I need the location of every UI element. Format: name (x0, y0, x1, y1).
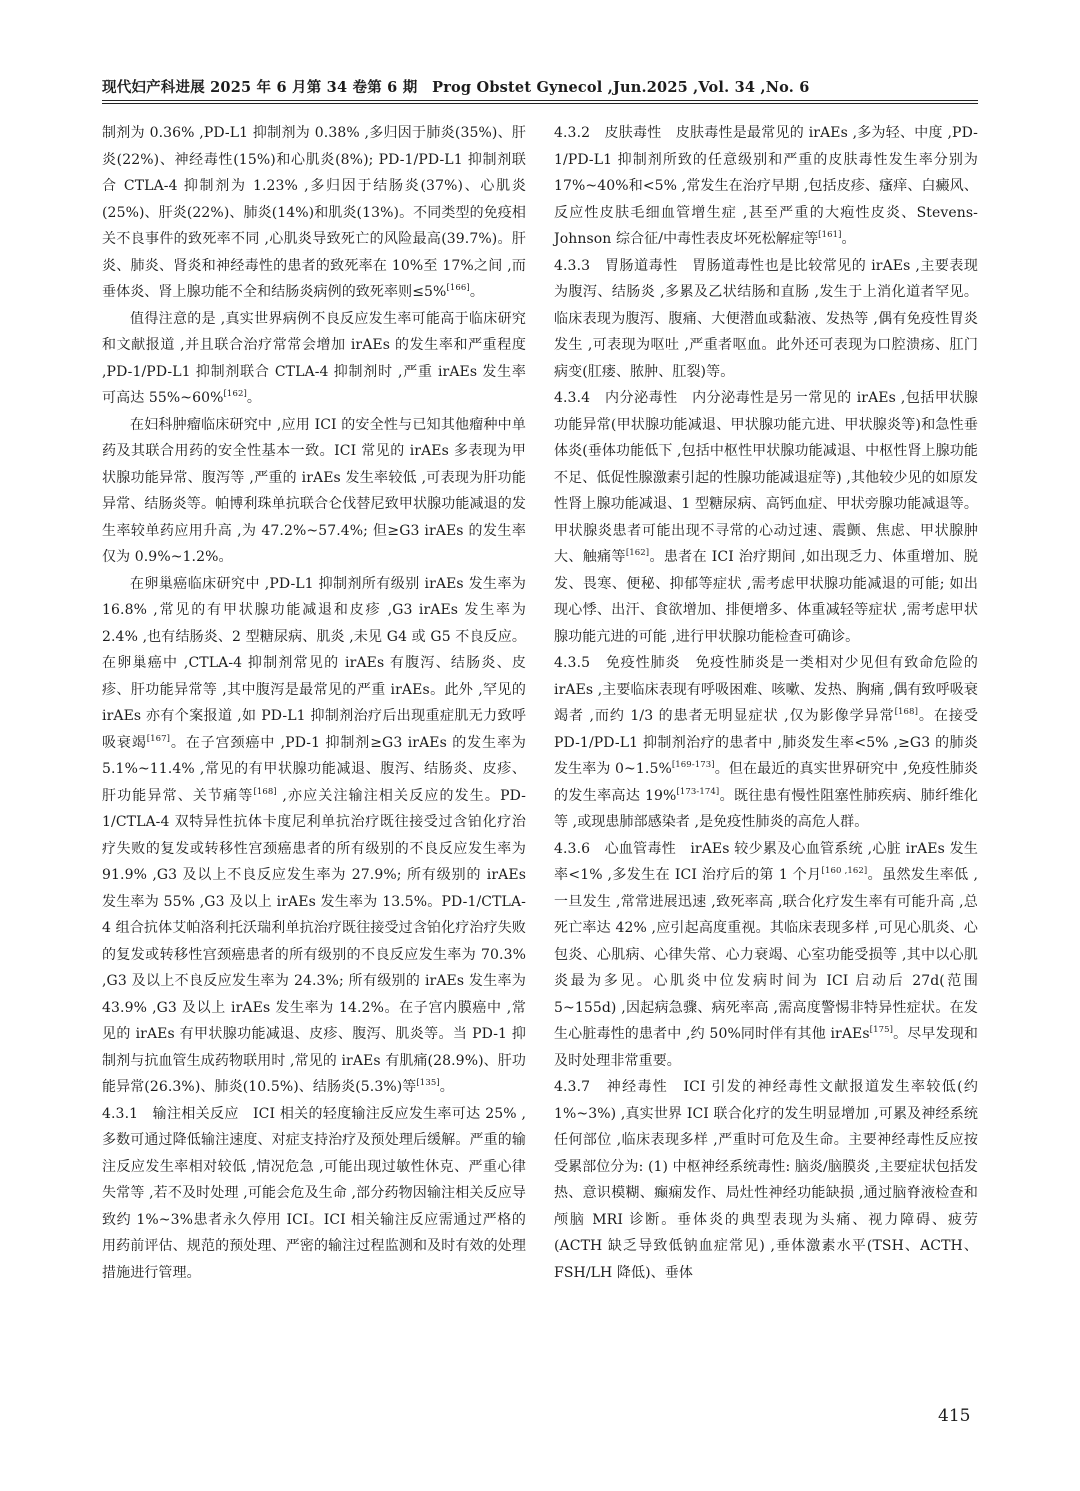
section-heading: 4.3.1 输注相关反应 (102, 1105, 239, 1122)
section-text: 。既往患有慢性阻塞性肺疾病、肺纤维化等 ,或现患肺部感染者 ,是免疫性肺炎的高危人群。 (554, 787, 978, 830)
section-4-3-1 (102, 1101, 526, 1287)
section-text: 免疫性肺炎是一类相对少见但有致命危险的 irAEs ,主要临床表现有呼吸困难、咳嗽、发热、胸痛 ,偶有致呼吸衰竭者 ,而约 1/3 的患者无明显症状 ,仅为影像学异常 (554, 655, 978, 724)
citation: [135] (416, 1078, 440, 1088)
paragraph-tail: 。 (246, 390, 261, 406)
section-4-3-5 (554, 650, 978, 836)
citation: [162] (223, 389, 247, 399)
paragraph-text: 制剂为 0.36% ,PD-L1 抑制剂为 0.38% ,多归因于肺炎(35%)、肝炎(22%)、神经毒性(15%)和心肌炎(8%); PD-1/PD-L1 抑制剂联合 CTLA-4 抑制剂为 1.23% ,多归因于结肠炎(37%)、心肌炎(25%)、肝炎(22%)、肺炎(14%)和肌炎(13%)。不同类型的免疫相关不良事件的致死率不同 ,心肌炎导致死亡的风险最高(39.7%)。肝炎、肺炎、肾炎和神经毒性的患者的致死率在 10%至 17%之间 ,而垂体炎、肾上腺功能不全和结肠炎病例的致死率则≤5% (102, 125, 526, 300)
citation: [161] (818, 230, 842, 240)
section-text: 。但在最近的真实世界研究中 ,免疫性肺炎的发生率高达 19% (554, 761, 978, 804)
section-text: 。患者在 ICI 治疗期间 ,如出现乏力、体重增加、脱发、畏寒、便秘、抑郁等症状 ,需考虑甲状腺功能减退的可能; 如出现心悸、出汗、食欲增加、排便增多、体重减轻等症状 ,需考虑甲状腺功能亢进的可能 ,进行甲状腺功能检查可确诊。 (554, 549, 978, 645)
section-text: 。虽然发生率低 ,一旦发生 ,常常进展迅速 ,致死率高 ,联合化疗发生率有可能升高 ,总死亡率达 42% ,应引起高度重视。其临床表现多样 ,可见心肌炎、心包炎、心肌病、心律失常、心力衰竭、心室功能受损等 ,其中以心肌炎最为多见。心肌炎中位发病时间为 ICI 启动后 27d(范围 5~155d) ,因起病急骤、病死率高 ,需高度警惕非特异性症状。在发生心脏毒性的患者中 ,约 50%同时伴有其他 irAEs (554, 867, 978, 1042)
section-heading: 4.3.4 内分泌毒性 (554, 390, 678, 406)
section-4-3-7 (554, 1074, 978, 1286)
paragraph-tail: 。 (439, 1079, 454, 1095)
left-column (102, 120, 526, 1286)
header-rule-top (102, 100, 978, 101)
header-rule-bottom (102, 103, 978, 104)
section-text: 皮肤毒性是最常见的 irAEs ,多为轻、中度 ,PD-1/PD-L1 抑制剂所致的任意级别和严重的皮肤毒性发生率分别为 17%~40%和<5% ,常发生在治疗早期 ,包括皮疹、瘙痒、白癜风、反应性皮肤毛细血管增生症 ,甚至严重的大疱性皮炎、Stevens-Johnson 综合征/中毒性表皮坏死松解症等 (554, 125, 978, 247)
paragraph-gynecologic-safety (102, 412, 526, 571)
citation: [168] (894, 707, 918, 717)
paragraph-tail: 。 (469, 284, 484, 300)
citation: [162] (625, 548, 650, 558)
page-number: 415 (938, 1406, 971, 1426)
section-text: irAEs 较少累及心血管系统 ,心脏 irAEs 发生率<1% ,多发生在 ICI 治疗后的第 1 个月 (554, 840, 978, 883)
section-text: ICI 引发的神经毒性文献报道发生率较低(约 1%~3%) ,真实世界 ICI 联合化疗的发生明显增加 ,可累及神经系统任何部位 ,临床表现多样 ,严重时可危及生命。主要神经毒性反应按受累部位分为: (1) 中枢神经系统毒性: 脑炎/脑膜炎 ,主要症状包括发热、意识模糊、癫痫发作、局灶性神经功能缺损 ,通过脑脊液检查和颅脑 MRI 诊断。垂体炎的典型表现为头痛、视力障碍、疲劳(ACTH 缺乏导致低钠血症常见) ,垂体激素水平(TSH、ACTH、FSH/LH 降低)、垂体 (554, 1079, 978, 1281)
citation: [166] (446, 283, 470, 293)
citation: [160 ,162] (821, 866, 868, 876)
section-4-3-3 (554, 253, 978, 386)
section-text: 。在接受 PD-1/PD-L1 抑制剂治疗的患者中 ,肺炎发生率<5% ,≥G3 的肺炎发生率为 0~1.5% (554, 708, 978, 777)
paragraph-ovarian-cervical (102, 571, 526, 1101)
section-text: 内分泌毒性是另一常见的 irAEs ,包括甲状腺功能异常(甲状腺功能减退、甲状腺功能亢进、甲状腺炎等)和急性垂体炎(垂体功能低下 ,包括中枢性甲状腺功能减退、中枢性肾上腺功能不足、低促性腺激素引起的性腺功能减退症等) ,其他较少见的如原发性肾上腺功能减退、1 型糖尿病、高钙血症、甲状旁腺功能减退等。甲状腺炎患者可能出现不寻常的心动过速、震颤、焦虑、甲状腺肿大、触痛等 (554, 390, 978, 565)
paragraph-text: 。在子宫颈癌中 ,PD-1 抑制剂≥G3 irAEs 的发生率为 5.1%~11.4% ,常见的有甲状腺功能减退、腹泻、结肠炎、皮疹、肝功能异常、关节痛等 (102, 734, 526, 804)
section-tail: 。 (841, 231, 856, 247)
paragraph-text: 在妇科肿瘤临床研究中 ,应用 ICI 的安全性与已知其他瘤种中单药及其联合用药的安全性基本一致。ICI 常见的 irAEs 多表现为甲状腺功能异常、腹泻等 ,严重的 irAEs 发生率较低 ,可表现为肝功能异常、结肠炎等。帕博利珠单抗联合仑伐替尼致甲状腺功能减退的发生率较单药应用升高 ,为 47.2%~57.4%; 但≥G3 irAEs 的发生率仅为 0.9%~1.2%。 (102, 416, 526, 565)
citation: [168] (253, 786, 277, 797)
section-heading: 4.3.2 皮肤毒性 (554, 125, 662, 141)
citation: [169-173] (671, 760, 715, 770)
paragraph-text: 值得注意的是 ,真实世界病例不良反应发生率可能高于临床研究和文献报道 ,并且联合治疗常常会增加 irAEs 的发生率和严重程度 ,PD-1/PD-L1 抑制剂联合 CTLA-4 抑制剂时 ,严重 irAEs 发生率可高达 55%~60% (102, 310, 526, 406)
right-column (554, 120, 978, 1286)
citation: [173-174] (676, 786, 720, 797)
section-text: 胃肠道毒性也是比较常见的 irAEs ,主要表现为腹泻、结肠炎 ,多累及乙状结肠和直肠 ,发生于上消化道者罕见。临床表现为腹泻、腹痛、大便潜血或黏液、发热等 ,偶有免疫性胃炎发生 ,可表现为呕吐 ,严重者呕血。此外还可表现为口腔溃疡、肛门病变(肛瘘、脓肿、肛裂)等。 (554, 257, 978, 380)
section-heading: 4.3.6 心血管毒性 (554, 840, 677, 857)
paragraph-real-world (102, 306, 526, 412)
section-4-3-6 (554, 836, 978, 1075)
section-heading: 4.3.5 免疫性肺炎 (554, 655, 681, 671)
section-text: ICI 相关的轻度输注反应发生率可达 25% ,多数可通过降低输注速度、对症支持治疗及预处理后缓解。严重的输注反应发生率相对较低 ,情况危急 ,可能出现过敏性休克、严重心律失常等 ,若不及时处理 ,可能会危及生命 ,部分药物因输注相关反应导致约 1%~3%患者永久停用 ICI。ICI 相关输注反应需通过严格的用药前评估、规范的预处理、严密的输注过程监测和及时有效的处理措施进行管理。 (102, 1105, 526, 1281)
section-4-3-2 (554, 120, 978, 253)
section-text: 。尽早发现和及时处理非常重要。 (554, 1026, 978, 1069)
paragraph-fatality-rates (102, 120, 526, 306)
section-heading: 4.3.3 胃肠道毒性 (554, 257, 678, 274)
section-4-3-4 (554, 385, 978, 650)
paragraph-text: ,亦应关注输注相关反应的发生。PD-1/CTLA-4 双特异性抗体卡度尼利单抗治疗既往接受过含铂化疗治疗失败的复发或转移性宫颈癌患者的所有级别的不良反应发生率为 91.9% ,G3 及以上不良反应发生率为 27.9%; 所有级别的 irAEs 发生率为 55% ,G3 及以上 irAEs 发生率为 13.5%。PD-1/CTLA-4 组合抗体艾帕洛利托沃瑞利单抗治疗既往接受过含铂化疗治疗失败的复发或转移性宫颈癌患者的所有级别的不良反应发生率为 70.3% ,G3 及以上不良反应发生率为 24.3%; 所有级别的 irAEs 发生率为 43.9% ,G3 及以上 irAEs 发生率为 14.2%。在子宫内膜癌中 ,常见的 irAEs 有甲状腺功能减退、皮疹、腹泻、肌炎等。当 PD-1 抑制剂与抗血管生成药物联用时 ,常见的 irAEs 有肌痛(28.9%)、肝功能异常(26.3%)、肺炎(10.5%)、结肠炎(5.3%)等 (102, 787, 527, 1095)
section-heading: 4.3.7 神经毒性 (554, 1079, 669, 1095)
citation: [167] (146, 733, 171, 744)
running-header: 现代妇产科进展 2025 年 6 月第 34 卷第 6 期 Prog Obstet Gynecol ,Jun.2025 ,Vol. 34 ,No. 6 (102, 79, 810, 96)
citation: [175] (869, 1025, 894, 1035)
paragraph-text: 在卵巢癌临床研究中 ,PD-L1 抑制剂所有级别 irAEs 发生率为 16.8% ,常见的有甲状腺功能减退和皮疹 ,G3 irAEs 发生率为 2.4% ,也有结肠炎、2 型糖尿病、肌炎 ,未见 G4 或 G5 不良反应。在卵巢癌中 ,CTLA-4 抑制剂常见的 irAEs 有腹泻、结肠炎、皮疹、肝功能异常等 ,其中腹泻是最常见的严重 irAEs。此外 ,罕见的 irAEs 亦有个案报道 ,如 PD-L1 抑制剂治疗后出现重症肌无力致呼吸衰竭 (102, 575, 526, 751)
